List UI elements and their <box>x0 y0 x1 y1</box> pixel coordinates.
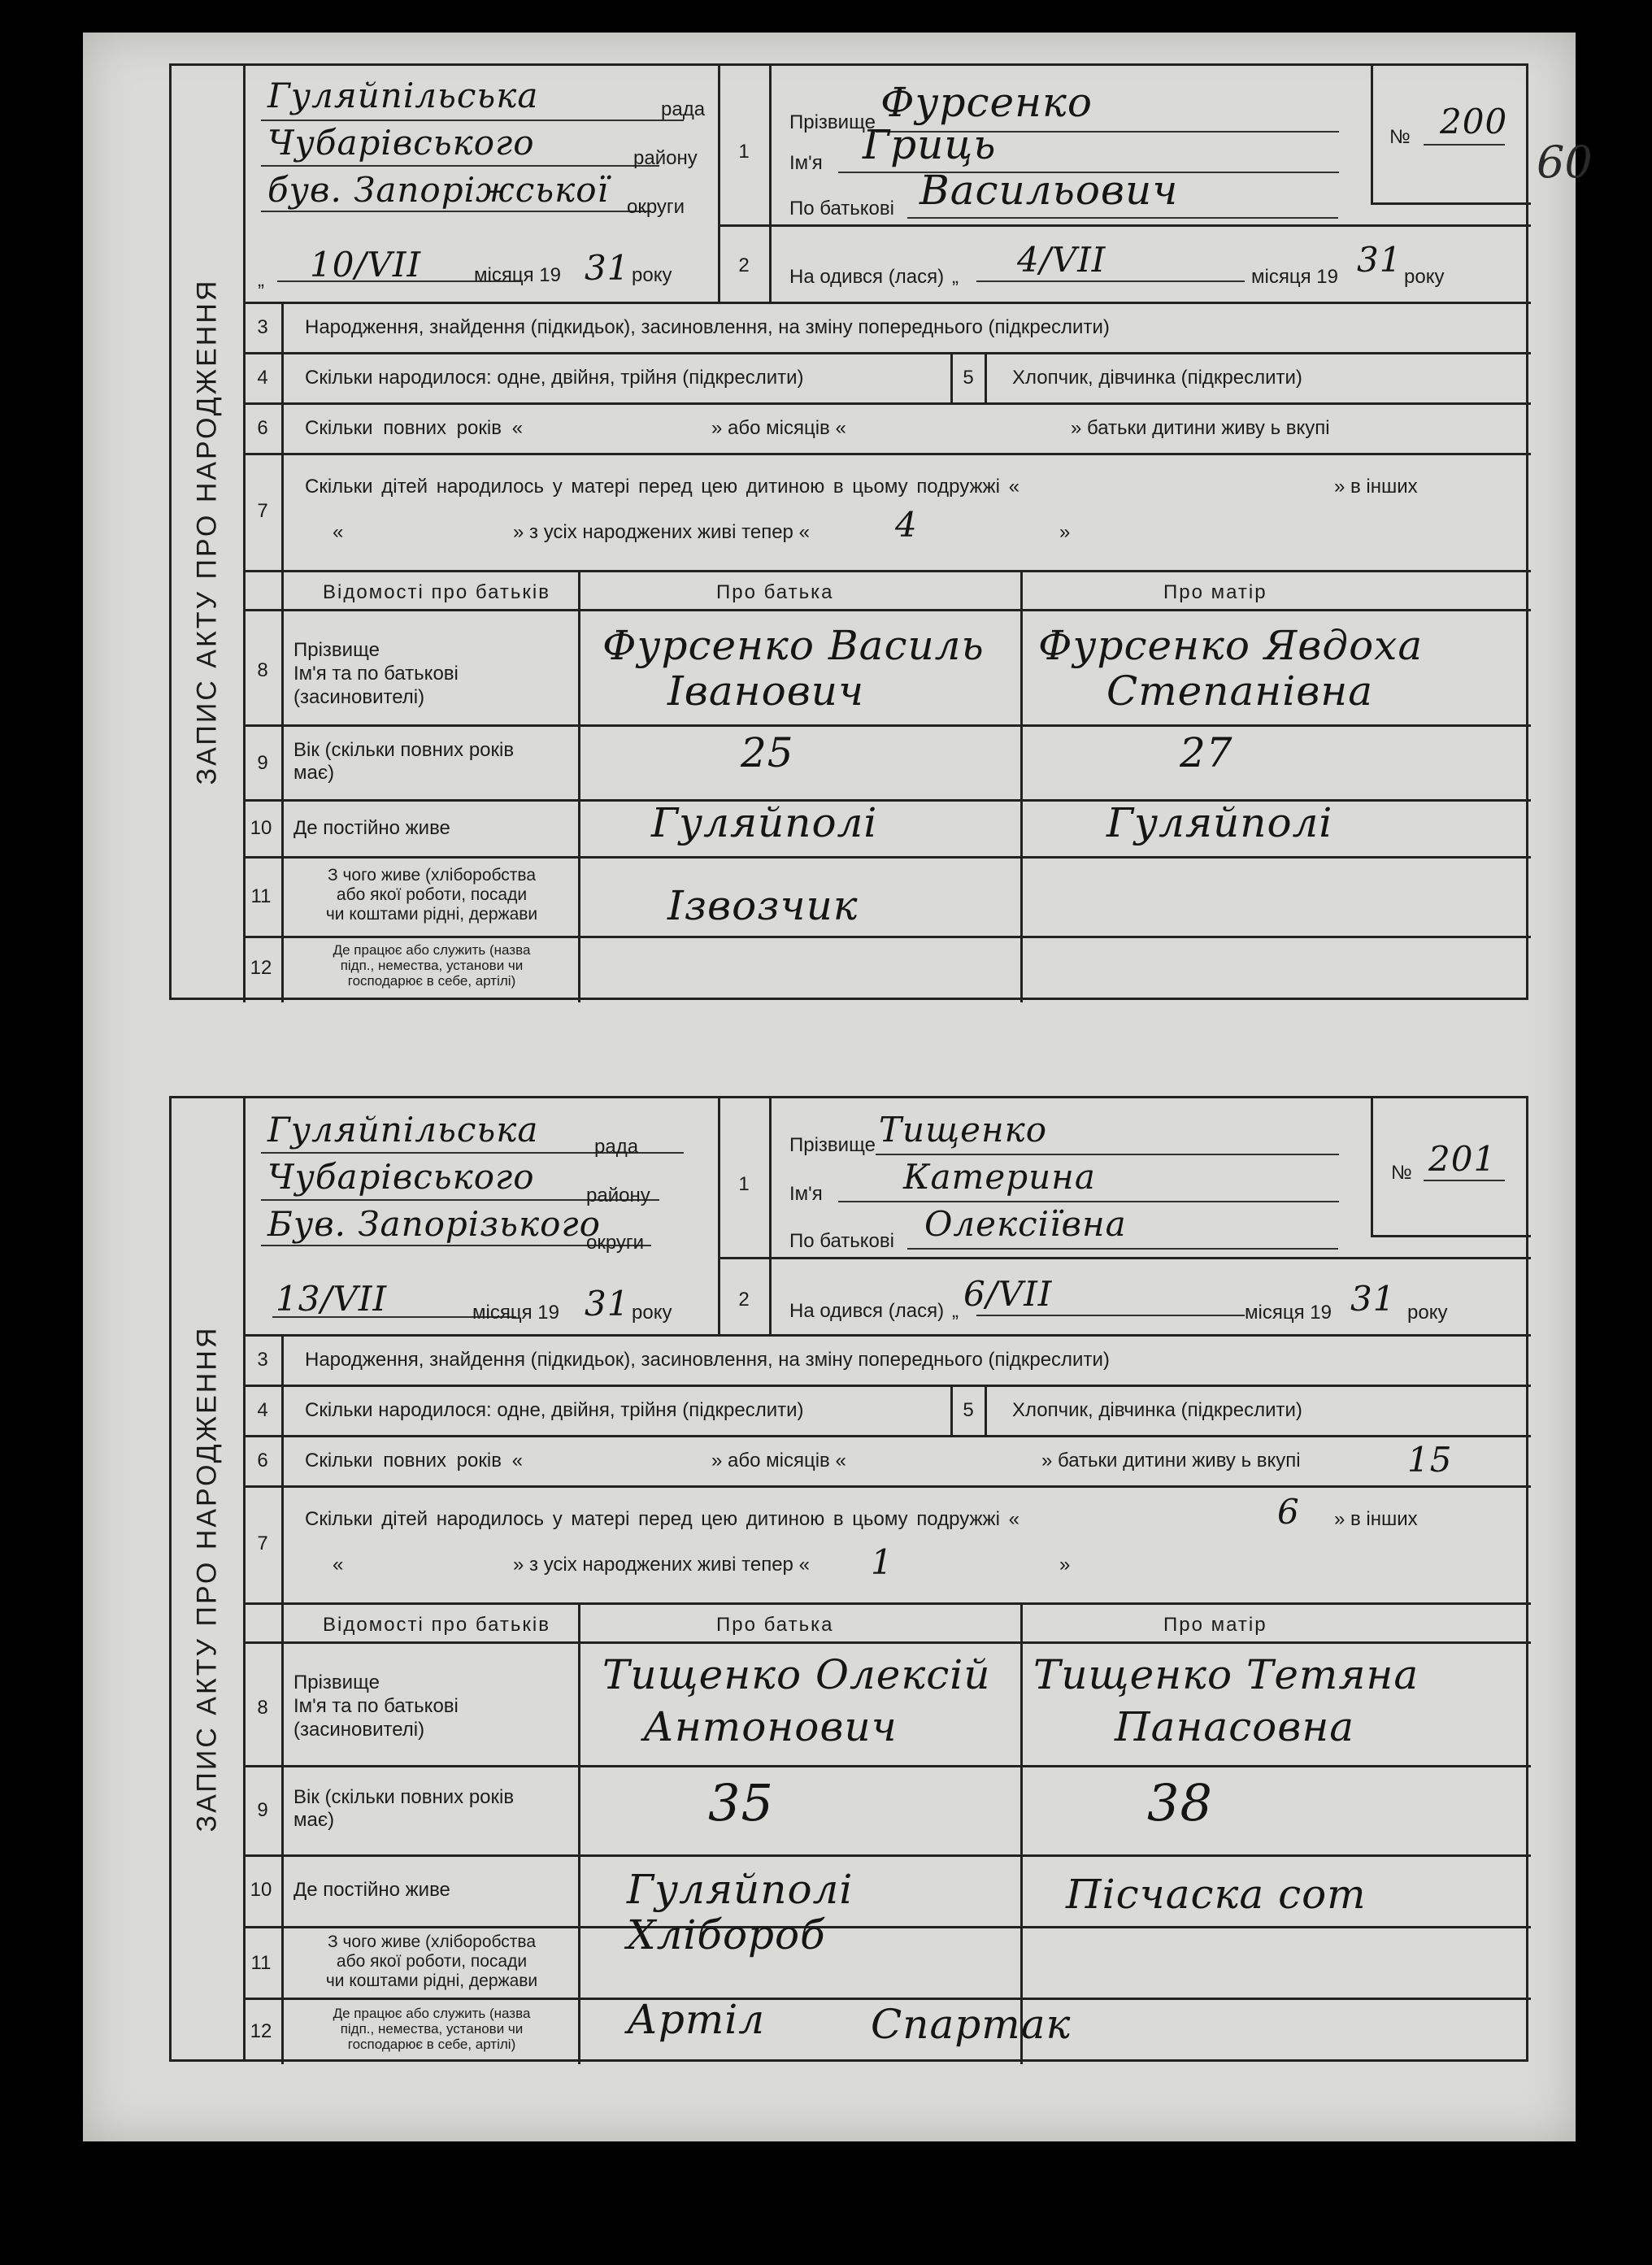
row10-label: Де постійно живе <box>293 817 450 839</box>
name-label-2: Ім'я <box>789 1183 823 1205</box>
row11-label-2: З чого живе (хліборобства або якої роботи, посади чи коштами рідні, держави <box>325 1932 538 1990</box>
mother-residence: Гуляйполі <box>1106 799 1333 846</box>
birth-label: На одився (лася) <box>789 266 945 288</box>
row5-text-2: Хлопчик, дівчинка (підкреслити) <box>1012 1399 1302 1421</box>
children-before: 6 <box>1277 1492 1300 1532</box>
okrug-value: був. Запоріжської <box>267 170 609 210</box>
mother-name-1-b: Тищенко Тетяна <box>1033 1651 1419 1698</box>
month-label-2: місяця 19 <box>1251 266 1338 288</box>
surname-label: Прізвище <box>789 111 876 133</box>
father-name-1: Фурсенко Василь <box>602 622 985 669</box>
patronymic-label: По батькові <box>789 198 894 220</box>
row7-a-2: Скільки дітей народилось у матері перед цею дитиною в цьому подружжі « <box>305 1508 1019 1530</box>
child-surname: Фурсенко <box>880 79 1093 126</box>
birth-year: 31 <box>1357 240 1402 280</box>
birth-label-2: На одився (лася) <box>789 1300 945 1322</box>
year-label-4: року <box>1407 1302 1448 1324</box>
row6-a-2: Скільки повних років « <box>305 1450 523 1472</box>
row7-b: » в інших <box>1334 476 1418 498</box>
form-vertical-title: ЗАПИС АКТУ ПРО НАРОДЖЕННЯ <box>191 278 223 785</box>
row8-label-2: Прізвище Ім'я та по батькові (засиновителі) <box>293 1672 459 1741</box>
father-name-1-b: Тищенко Олексій <box>602 1651 991 1698</box>
rada-value: Гуляйпільська <box>267 76 539 115</box>
year-label-3: року <box>632 1302 672 1324</box>
record-number-2: 201 <box>1428 1139 1497 1179</box>
father-name-2-b: Антонович <box>643 1703 898 1750</box>
row9-label: Вік (скільки повних років має) <box>293 739 515 784</box>
year-label-2: року <box>1404 266 1445 288</box>
row10-label-2: Де постійно живе <box>293 1879 450 1901</box>
row11-label: З чого живе (хліборобства або якої роботи, посади чи коштами рідні, держави <box>325 866 538 924</box>
birth-date-2: 6/VII <box>963 1274 1053 1314</box>
raion-label: району <box>633 147 698 169</box>
row12-label: Де працює або служить (назва підп., немества, установи чи господарює в себе, артілі) <box>333 942 531 989</box>
surname-label-2: Прізвище <box>789 1134 876 1156</box>
row3-text-2: Народження, знайдення (підкидьок), засиновлення, на зміну попереднього (підкреслити) <box>305 1349 1110 1371</box>
name-label: Ім'я <box>789 152 823 174</box>
father-header-2: Про батька <box>716 1614 834 1636</box>
row7-d: » з усіх народжених живі тепер « <box>513 521 810 543</box>
children-alive-2: 1 <box>871 1542 893 1582</box>
mother-age: 27 <box>1180 729 1233 776</box>
father-work-2: Артіл <box>627 1996 766 2043</box>
father-age: 25 <box>741 729 794 776</box>
row3-text: Народження, знайдення (підкидьок), засиновлення, на зміну попереднього (підкреслити) <box>305 316 1110 338</box>
child-name: Гриць <box>863 121 997 168</box>
registration-date-2: 13/VII <box>276 1279 388 1319</box>
birth-record-form-2: ЗАПИС АКТУ ПРО НАРОДЖЕННЯ Гуляйпільська рада Чубарівського району Був. Запорізького округи 13/VII місяця 19 31 року 1 2 Прізвище Тищенко Ім'я Катерина По батькові Олексіївна № 201 На одився (лася) „ 6/VII місяця 19 31 року 3 Народження, знайдення (підкидьок), засиновлення, на зміну попереднього (підкреслити) 4 Скільки народилося: одне, двійня, трійня (підкреслити) 5 Хлопчик, дівчинка (підкреслити) 6 Скільки повних років « » або місяців « » батьки дитини живу ь вкупі 15 7 Скільки дітей народилось у матері перед цею дитиною в цьому подружжі « 6 » в інших « » з усіх народжених живі тепер « 1 » Відомості про батьків Про батька Про матір 8 Прізвище Ім'я та по батькові (засиновителі) Тищенко Олексій Антонович Тищенко Тетяна Панасовна 9 Вік (скільки повних років має) 35 38 10 Де постійно живе Гуляйполі Пісчаска сот 11 З чого живе (хліборобства або якої роботи, посади чи коштами рідні, держави Хлібороб 12 Де працює або служить (назва підп., немества, установи чи господарює в себе, артілі) Артіл Спартак <box>169 1096 1528 2062</box>
rada-value-2: Гуляйпільська <box>267 1110 539 1150</box>
father-occupation: Ізвозчик <box>667 882 859 929</box>
mother-age-2: 38 <box>1147 1773 1213 1832</box>
row7-e: » <box>1059 521 1071 543</box>
father-name-2: Іванович <box>667 667 865 715</box>
parents-info-header: Відомості про батьків <box>323 581 550 603</box>
row7-c-2: « <box>333 1554 344 1576</box>
row6-a: Скільки повних років « <box>305 417 523 439</box>
birth-date: 4/VII <box>1017 240 1106 280</box>
mother-header-2: Про матір <box>1163 1614 1267 1636</box>
birth-record-form-1: ЗАПИС АКТУ ПРО НАРОДЖЕННЯ Гуляйпільська рада Чубарівського району був. Запоріжської округи „ 10/VII місяця 19 31 року 1 2 Прізвище Фурсенко Ім'я Гриць По батькові Васильович № 200 На одився (лася) „ 4/VII місяця 19 31 року 3 Народження, знайдення (підкидьок), засиновлення, на зміну попереднього (підкреслити) 4 Скільки народилося: одне, двійня, трійня (підкреслити) 5 Хлопчик, дівчинка (підкреслити) 6 Скільки повних років « » або місяців « » батьки дитини живу ь вкупі 7 Скільки дітей народилось у матері перед цею дитиною в цьому подружжі « » в інших « » з усіх народжених живі тепер « 4 » Відомості про батьків Про батька Про матір 8 Прізвище Ім'я та по батькові (засиновителі) Фурсенко Василь Іванович Фурсенко Явдоха Степанівна 9 Вік (скільки повних років має) 25 27 10 Де постійно живе Гуляйполі Гуляйполі 11 З чого живе (хліборобства або якої роботи, посади чи коштами рідні, держави Ізвозчик 12 Де працює або служить (назва підп., немества, установи чи господарює в себе, артілі) <box>169 63 1528 1000</box>
row8-label: Прізвище Ім'я та по батькові (засиновителі) <box>293 639 459 708</box>
registration-year-2: 31 <box>585 1284 630 1324</box>
father-residence-2: Гуляйполі <box>627 1866 854 1913</box>
form-vertical-title-box <box>172 66 246 998</box>
child-patronymic-2: Олексіївна <box>924 1204 1127 1244</box>
okrug-label-2: округи <box>586 1232 645 1254</box>
child-surname-2: Тищенко <box>879 1110 1047 1150</box>
registration-year: 31 <box>585 248 630 288</box>
row7-d-2: » з усіх народжених живі тепер « <box>513 1554 810 1576</box>
number-label-2: № <box>1391 1162 1412 1184</box>
mother-header: Про матір <box>1163 581 1267 603</box>
form-vertical-title-box-2 <box>172 1098 246 2059</box>
record-number: 200 <box>1440 102 1508 141</box>
row7-c: « <box>333 521 344 543</box>
registration-date: 10/VII <box>310 245 422 285</box>
row5-text: Хлопчик, дівчинка (підкреслити) <box>1012 367 1302 389</box>
rada-label: рада <box>661 98 706 120</box>
page-number: 60 <box>1537 137 1593 188</box>
row4-text-2: Скільки народилося: одне, двійня, трійня (підкреслити) <box>305 1399 804 1421</box>
mother-name-1: Фурсенко Явдоха <box>1038 622 1424 669</box>
quote-mark: „ <box>258 269 264 291</box>
parents-info-header-2: Відомості про батьків <box>323 1614 550 1636</box>
row7-e-2: » <box>1059 1554 1071 1576</box>
number-label: № <box>1389 126 1411 148</box>
mother-work-2: Спартак <box>871 2001 1072 2048</box>
father-residence: Гуляйполі <box>651 799 878 846</box>
row6-b-2: » або місяців « <box>711 1450 846 1472</box>
row6-c-2: » батьки дитини живу ь вкупі <box>1041 1450 1301 1472</box>
okrug-label: округи <box>627 196 685 218</box>
row7-b-2: » в інших <box>1334 1508 1418 1530</box>
raion-value-2: Чубарівського <box>267 1157 535 1197</box>
children-alive: 4 <box>895 505 918 545</box>
years-together: 15 <box>1407 1440 1453 1480</box>
row6-b: » або місяців « <box>711 417 846 439</box>
patronymic-label-2: По батькові <box>789 1230 894 1252</box>
row12-label-2: Де працює або служить (назва підп., немества, установи чи господарює в себе, артілі) <box>333 2006 531 2052</box>
rada-label-2: рада <box>594 1136 639 1158</box>
month-label-3: місяця 19 <box>472 1302 559 1324</box>
mother-name-2: Степанівна <box>1106 667 1374 715</box>
month-label-4: місяця 19 <box>1245 1302 1332 1324</box>
birth-year-2: 31 <box>1350 1279 1396 1319</box>
row4-text: Скільки народилося: одне, двійня, трійня (підкреслити) <box>305 367 804 389</box>
row7-a: Скільки дітей народилось у матері перед цею дитиною в цьому подружжі « <box>305 476 1019 498</box>
raion-value: Чубарівського <box>267 123 535 163</box>
raion-label-2: району <box>586 1185 650 1206</box>
okrug-value-2: Був. Запорізького <box>267 1204 601 1244</box>
row6-c: » батьки дитини живу ь вкупі <box>1071 417 1330 439</box>
month-label: місяця 19 <box>474 264 561 286</box>
child-patronymic: Васильович <box>919 167 1179 214</box>
father-age-2: 35 <box>708 1773 774 1832</box>
father-occupation-2: Хлібороб <box>627 1911 826 1959</box>
mother-name-2-b: Панасовна <box>1115 1703 1355 1750</box>
child-name-2: Катерина <box>903 1157 1096 1197</box>
father-header: Про батька <box>716 581 834 603</box>
form-vertical-title-2: ЗАПИС АКТУ ПРО НАРОДЖЕННЯ <box>191 1325 223 1832</box>
mother-residence-2: Пісчаска сот <box>1066 1871 1367 1918</box>
row9-label-2: Вік (скільки повних років має) <box>293 1786 515 1831</box>
year-label: року <box>632 264 672 286</box>
